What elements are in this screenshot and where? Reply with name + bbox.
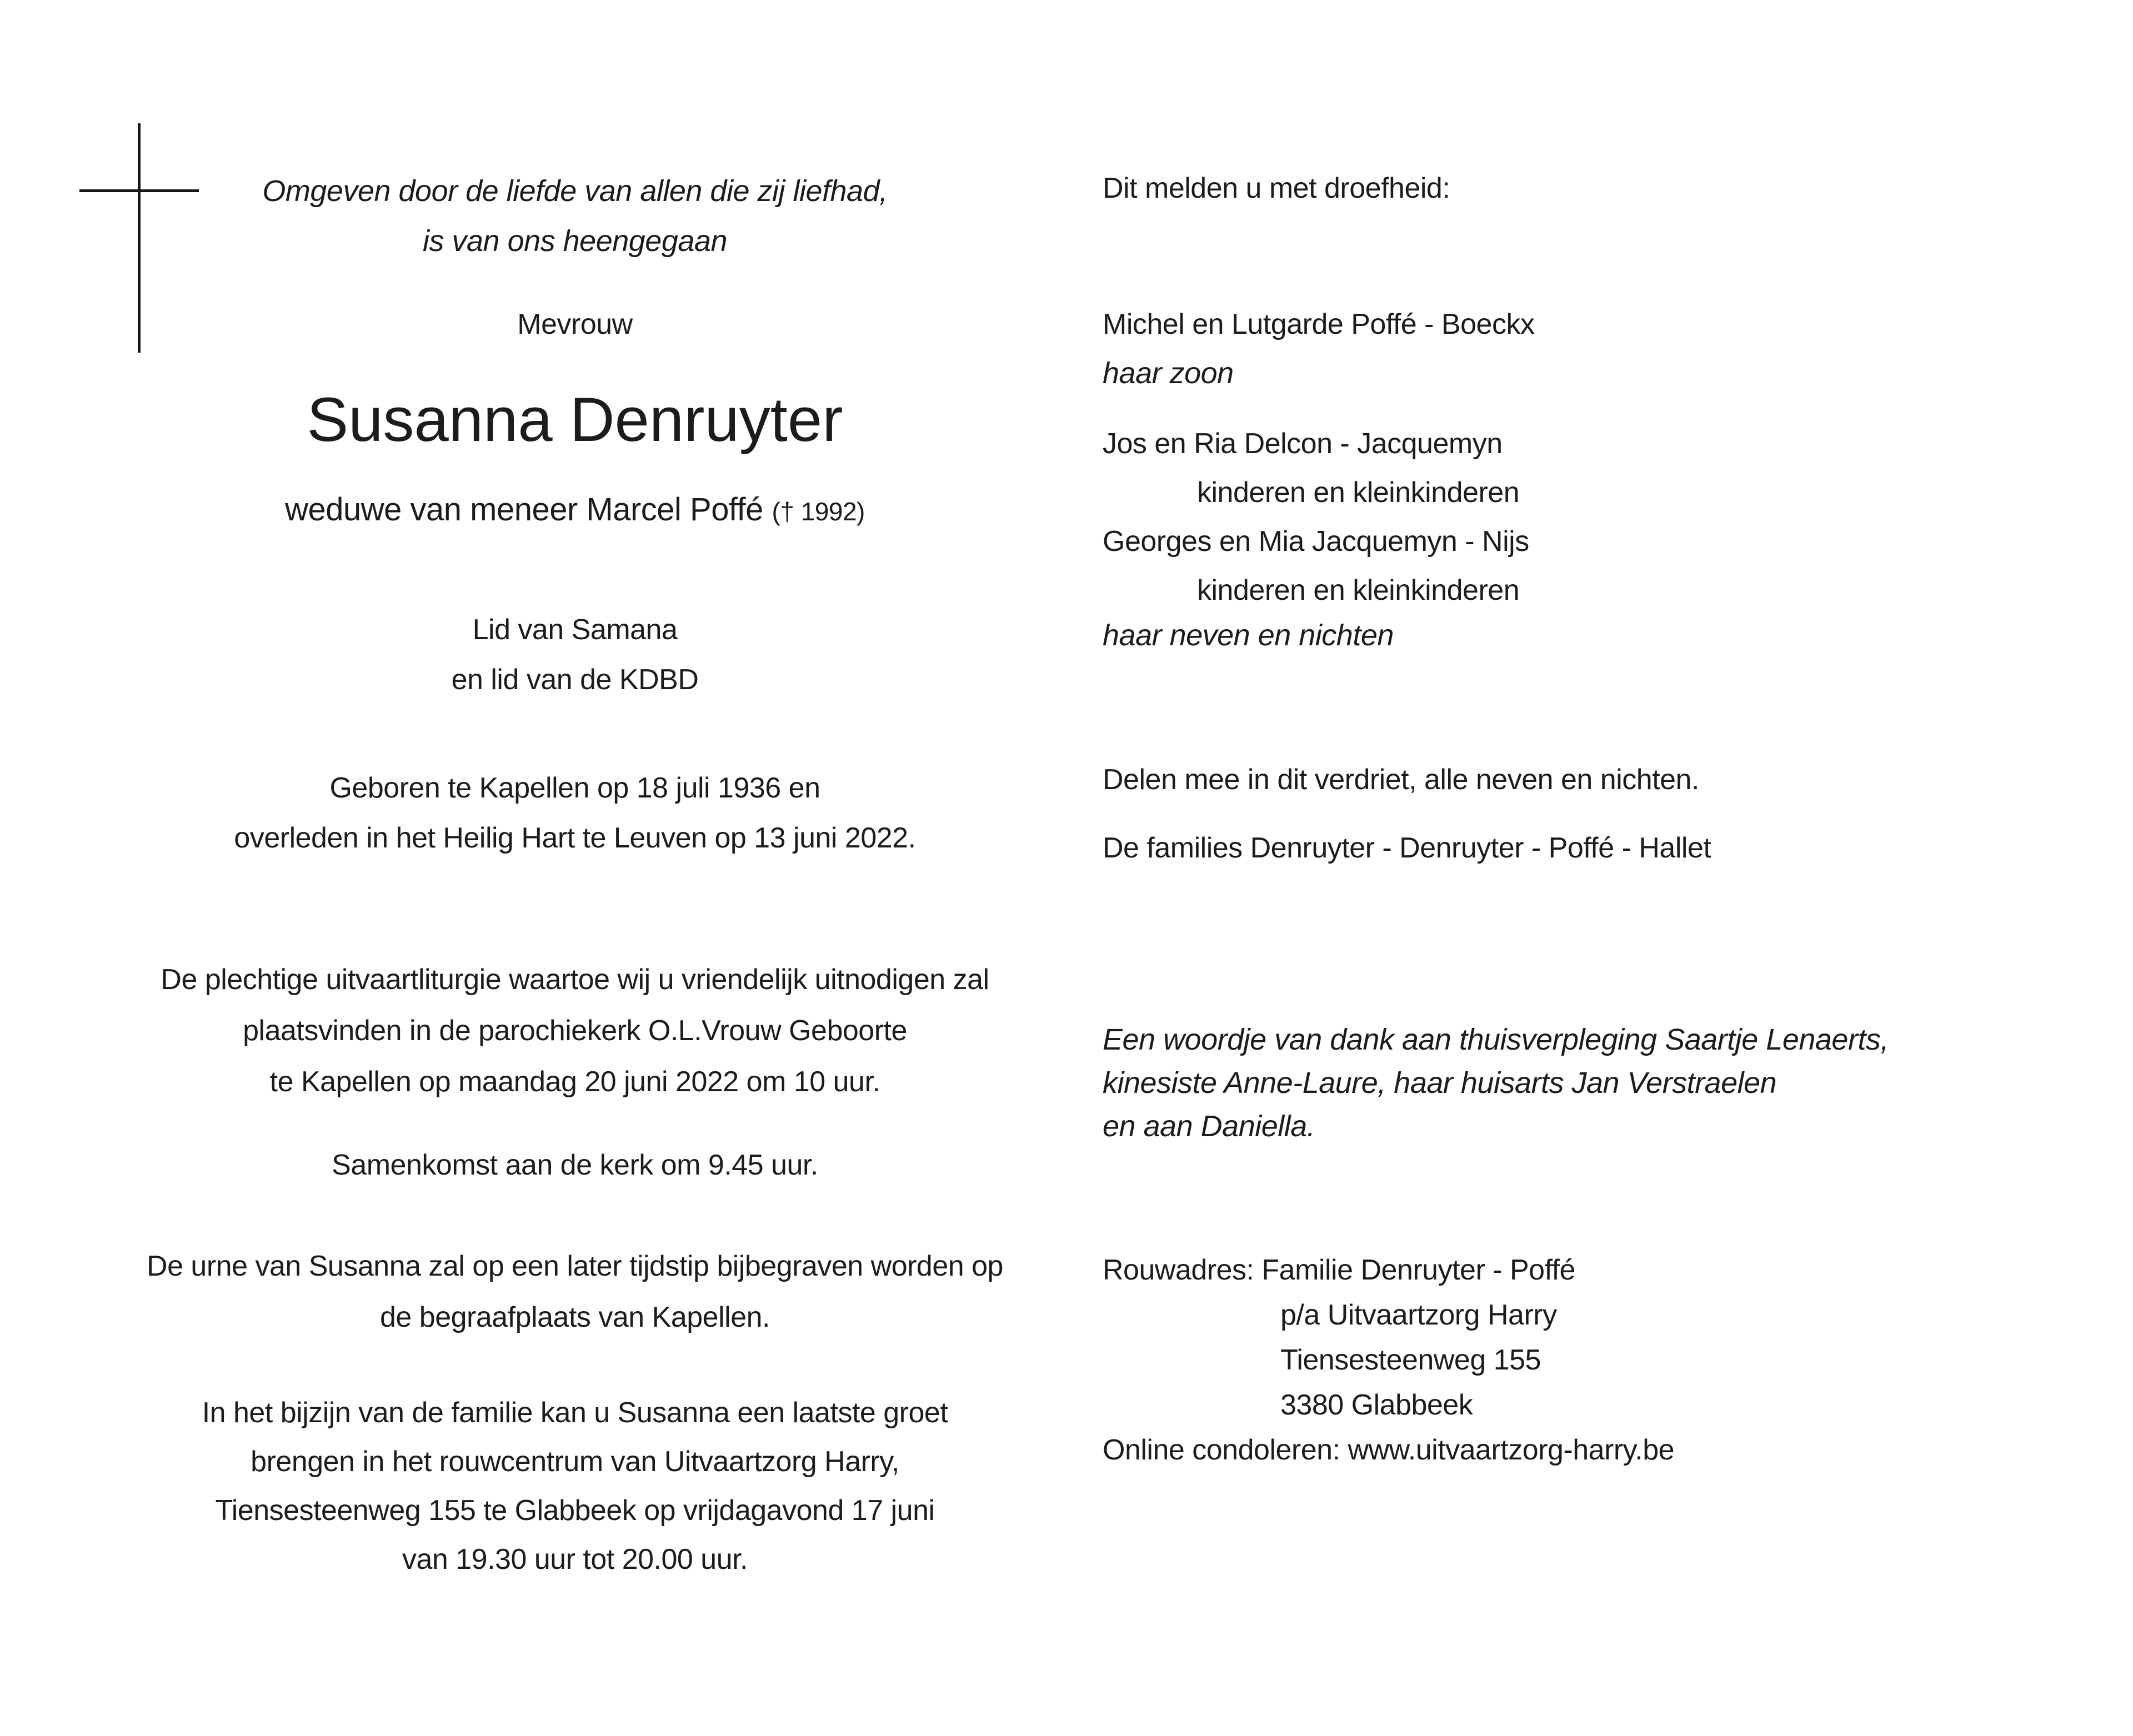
family-column: [1103, 0, 2081, 1736]
memberships: [67, 605, 1083, 705]
service-line: plaatsvinden in de parochiekerk O.L.Vrouw Geboorte: [243, 1015, 907, 1047]
son-names: Michel en Lutgarde Poffé - Boeckx: [1103, 308, 1535, 340]
membership-line: en lid van de KDBD: [451, 664, 699, 696]
funeral-service: [67, 954, 1083, 1107]
mourning-address-line: p/a Uitvaartzorg Harry: [1280, 1299, 1557, 1331]
relative-sub: kinderen en kleinkinderen: [1197, 574, 1520, 606]
birth-line: Geboren te Kapellen op 18 juli 1936 en: [329, 772, 820, 804]
birth-death: [67, 763, 1083, 863]
visitation: [67, 1388, 1083, 1584]
widow-main: weduwe van meneer Marcel Poffé: [285, 491, 772, 528]
visitation-line: Tiensesteenweg 155 te Glabbeek op vrijdagavond 17 juni: [215, 1494, 935, 1527]
online-condolence-line: Online condoleren: www.uitvaartzorg-harry.be: [1103, 1434, 1675, 1466]
epigraph-line: is van ons heengegaan: [423, 224, 727, 258]
relative-sub: kinderen en kleinkinderen: [1197, 476, 1520, 509]
relatives-relation: haar neven en nichten: [1103, 619, 1394, 652]
widow-line: [67, 485, 1083, 536]
deceased-name: Susanna Denruyter: [307, 385, 843, 454]
visitation-line: van 19.30 uur tot 20.00 uur.: [402, 1543, 748, 1576]
thanks-line: Een woordje van dank aan thuisverpleging Saartje Lenaerts,: [1103, 1023, 1889, 1056]
salutation: Mevrouw: [517, 308, 633, 340]
thanks-line: en aan Daniella.: [1103, 1110, 1315, 1143]
deceased-column: [67, 0, 1083, 1736]
mourning-address-label: Rouwadres: Familie Denruyter - Poffé: [1103, 1254, 1575, 1286]
families-line: De families Denruyter - Denruyter - Poffé - Hallet: [1103, 832, 1711, 864]
announcement: Dit melden u met droefheid:: [1103, 172, 1450, 204]
service-line: te Kapellen op maandag 20 juni 2022 om 10 uur.: [269, 1066, 880, 1098]
mourning-address: [1103, 1248, 2081, 1473]
epigraph: [67, 166, 1083, 266]
mourning-address-line: Tiensesteenweg 155: [1280, 1344, 1541, 1376]
membership-line: Lid van Samana: [472, 614, 678, 646]
visitation-line: brengen in het rouwcentrum van Uitvaartzorg Harry,: [251, 1446, 899, 1478]
service-line: De plechtige uitvaartliturgie waartoe wij u vriendelijk uitnodigen zal: [161, 964, 989, 996]
thanks-line: kinesiste Anne-Laure, haar huisarts Jan Verstraelen: [1103, 1066, 1777, 1100]
visitation-line: In het bijzijn van de familie kan u Susanna een laatste groet: [202, 1397, 948, 1429]
condolence-line: Delen mee in dit verdriet, alle neven en nichten.: [1103, 764, 1699, 796]
death-line: overleden in het Heilig Hart te Leuven op 13 juni 2022.: [234, 822, 916, 854]
thanks-note: [1103, 1018, 2081, 1148]
mourning-address-line: 3380 Glabbeek: [1280, 1389, 1473, 1421]
urn-line: de begraafplaats van Kapellen.: [380, 1301, 770, 1333]
relatives-list: [1103, 419, 2081, 615]
relative-names: Jos en Ria Delcon - Jacquemyn: [1103, 428, 1503, 460]
urn-line: De urne van Susanna zal op een later tijdstip bijbegraven worden op: [147, 1250, 1003, 1282]
relative-names: Georges en Mia Jacquemyn - Nijs: [1103, 525, 1529, 558]
gathering: Samenkomst aan de kerk om 9.45 uur.: [332, 1149, 818, 1181]
urn-burial: [67, 1241, 1083, 1343]
epigraph-line: Omgeven door de liefde van allen die zij liefhad,: [262, 174, 888, 208]
widow-death-year: († 1992): [772, 497, 865, 526]
son-relation: haar zoon: [1103, 357, 1234, 390]
